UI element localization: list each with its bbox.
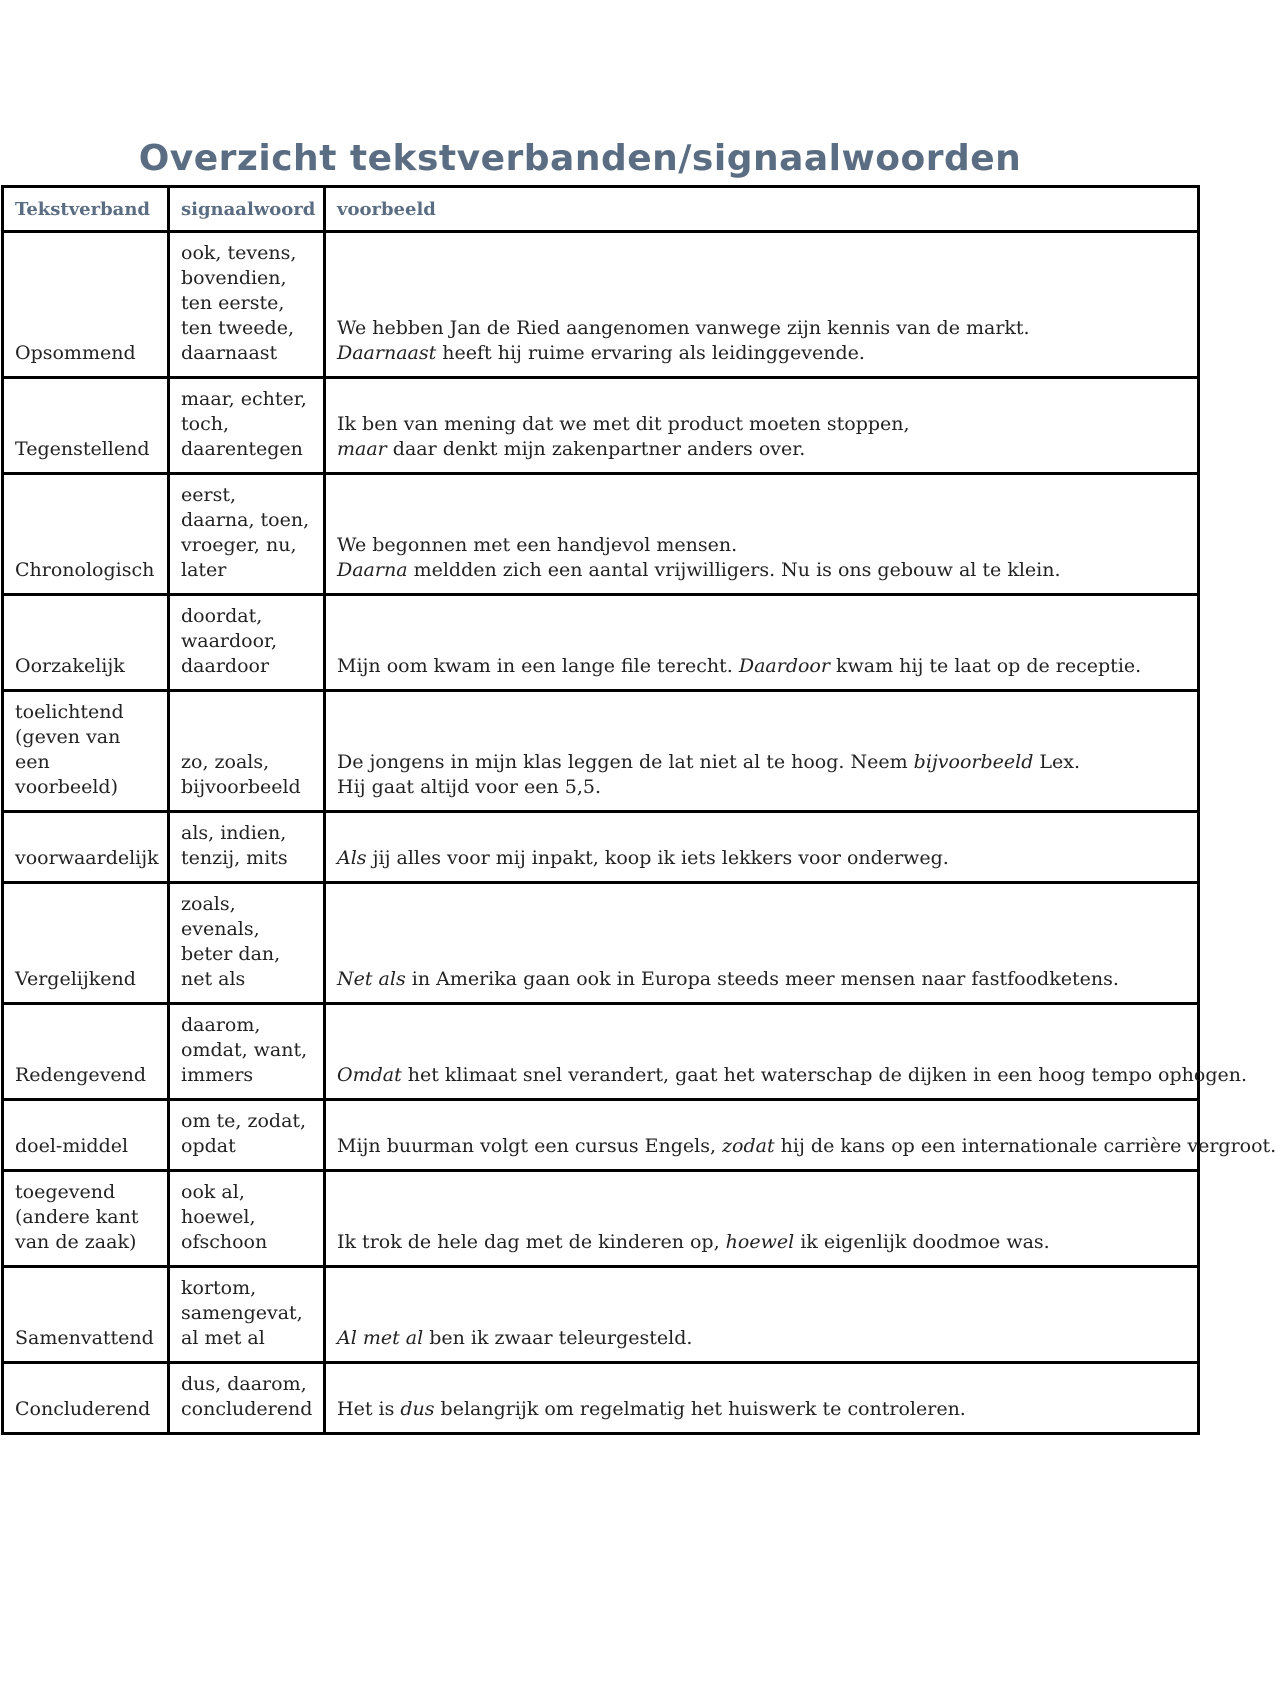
cell-signaalwoord: om te, zodat, opdat: [169, 1100, 325, 1171]
cell-signaalwoord: ook, tevens, bovendien, ten eerste, ten tweede, daarnaast: [169, 232, 325, 378]
cell-signaalwoord: dus, daarom, concluderend: [169, 1363, 325, 1434]
table-row: [3, 1100, 1199, 1171]
cell-voorbeeld: [325, 474, 1199, 595]
signaalwoord-highlight: Omdat: [337, 1064, 402, 1086]
cell-signaalwoord: zoals, evenals, beter dan, net als: [169, 883, 325, 1004]
cell-tekstverband: Chronologisch: [3, 474, 169, 595]
cell-tekstverband: Tegenstellend: [3, 378, 169, 474]
voorbeeld-text: ik eigenlijk doodmoe was.: [794, 1231, 1050, 1253]
voorbeeld-text: Ik ben van mening dat we met dit product moeten stoppen,: [337, 413, 910, 435]
voorbeeld-text: Hij gaat altijd voor een 5,5.: [337, 776, 602, 798]
voorbeeld-line: [337, 775, 1187, 800]
table-row: [3, 1363, 1199, 1434]
signaalwoord-highlight: Daardoor: [738, 655, 830, 677]
signaalwoord-highlight: maar: [337, 438, 387, 460]
table-row: [3, 378, 1199, 474]
voorbeeld-text: Het is: [337, 1398, 401, 1420]
cell-voorbeeld: [325, 1100, 1276, 1171]
cell-voorbeeld: [325, 1267, 1199, 1363]
signaalwoord-highlight: zodat: [722, 1135, 775, 1157]
voorbeeld-text: jij alles voor mij inpakt, koop ik iets lekkers voor onderweg.: [366, 847, 949, 869]
voorbeeld-text: We begonnen met een handjevol mensen.: [337, 534, 738, 556]
cell-tekstverband: toelichtend (geven van een voorbeeld): [3, 691, 169, 812]
table-row: [3, 1171, 1199, 1267]
voorbeeld-text: het klimaat snel verandert, gaat het waterschap de dijken in een hoog tempo ophogen.: [401, 1064, 1248, 1086]
cell-signaalwoord: als, indien, tenzij, mits: [169, 812, 325, 883]
cell-voorbeeld: [325, 1004, 1248, 1100]
cell-signaalwoord: doordat, waardoor, daardoor: [169, 595, 325, 691]
voorbeeld-text: Mijn oom kwam in een lange file terecht.: [337, 655, 739, 677]
voorbeeld-text: hij de kans op een internationale carrière vergroot.: [774, 1135, 1276, 1157]
voorbeeld-text: heeft hij ruime ervaring als leidinggevende.: [436, 342, 865, 364]
voorbeeld-text: in Amerika gaan ook in Europa steeds meer mensen naar fastfoodketens.: [405, 968, 1119, 990]
table-row: [3, 691, 1199, 812]
cell-tekstverband: Concluderend: [3, 1363, 169, 1434]
cell-tekstverband: Redengevend: [3, 1004, 169, 1100]
table-body: [3, 232, 1276, 1434]
cell-signaalwoord: zo, zoals, bijvoorbeeld: [169, 691, 325, 812]
cell-voorbeeld: [325, 378, 1199, 474]
cell-voorbeeld: [325, 1171, 1199, 1267]
voorbeeld-line: [337, 558, 1187, 583]
cell-voorbeeld: [325, 883, 1199, 1004]
voorbeeld-text: We hebben Jan de Ried aangenomen vanwege zijn kennis van de markt.: [337, 317, 1030, 339]
cell-signaalwoord: daarom, omdat, want, immers: [169, 1004, 325, 1100]
table-row: [3, 595, 1199, 691]
cell-voorbeeld: [325, 812, 1199, 883]
voorbeeld-line: [337, 967, 1187, 992]
voorbeeld-line: [337, 1134, 1276, 1159]
cell-voorbeeld: [325, 232, 1199, 378]
signaalwoord-highlight: Daarnaast: [337, 342, 437, 364]
page-title: Overzicht tekstverbanden/signaalwoorden: [138, 138, 1022, 179]
table-row: [3, 474, 1199, 595]
cell-signaalwoord: eerst, daarna, toen, vroeger, nu, later: [169, 474, 325, 595]
table-row: [3, 1267, 1199, 1363]
signaalwoorden-table: [1, 185, 1276, 1435]
voorbeeld-text: kwam hij te laat op de receptie.: [829, 655, 1142, 677]
cell-signaalwoord: ook al, hoewel, ofschoon: [169, 1171, 325, 1267]
voorbeeld-line: [337, 437, 1187, 462]
voorbeeld-line: [337, 1397, 1187, 1422]
voorbeeld-line: [337, 316, 1187, 341]
voorbeeld-text: Mijn buurman volgt een cursus Engels,: [337, 1135, 723, 1157]
signaalwoord-highlight: dus: [400, 1398, 435, 1420]
table-row: [3, 883, 1199, 1004]
cell-signaalwoord: kortom, samengevat, al met al: [169, 1267, 325, 1363]
cell-tekstverband: Oorzakelijk: [3, 595, 169, 691]
voorbeeld-text: ben ik zwaar teleurgesteld.: [423, 1327, 693, 1349]
signaalwoord-highlight: hoewel: [725, 1231, 795, 1253]
table-row: [3, 1004, 1199, 1100]
voorbeeld-line: [337, 412, 1187, 437]
signaalwoord-highlight: Daarna: [337, 559, 408, 581]
cell-voorbeeld: [325, 595, 1199, 691]
voorbeeld-text: daar denkt mijn zakenpartner anders over.: [386, 438, 806, 460]
voorbeeld-text: belangrijk om regelmatig het huiswerk te controleren.: [434, 1398, 966, 1420]
cell-voorbeeld: [325, 691, 1199, 812]
voorbeeld-line: [337, 846, 1187, 871]
header-voorbeeld: voorbeeld: [325, 187, 1199, 232]
voorbeeld-line: [337, 1326, 1187, 1351]
voorbeeld-line: [337, 1230, 1187, 1255]
voorbeeld-line: [337, 341, 1187, 366]
voorbeeld-text: meldden zich een aantal vrijwilligers. Nu is ons gebouw al te klein.: [407, 559, 1061, 581]
header-tekstverband: Tekstverband: [3, 187, 169, 232]
table-header-row: [3, 187, 1199, 232]
cell-tekstverband: doel-middel: [3, 1100, 169, 1171]
table-row: [3, 812, 1199, 883]
cell-tekstverband: Samenvattend: [3, 1267, 169, 1363]
cell-tekstverband: Vergelijkend: [3, 883, 169, 1004]
signaalwoord-highlight: Net als: [337, 968, 406, 990]
cell-tekstverband: voorwaardelijk: [3, 812, 169, 883]
voorbeeld-line: [337, 1063, 1248, 1088]
signaalwoord-highlight: Al met al: [337, 1327, 424, 1349]
signaalwoord-highlight: bijvoorbeeld: [913, 751, 1034, 773]
voorbeeld-line: [337, 533, 1187, 558]
cell-voorbeeld: [325, 1363, 1199, 1434]
signaalwoord-highlight: Als: [337, 847, 367, 869]
table-row: [3, 232, 1199, 378]
voorbeeld-text: Ik trok de hele dag met de kinderen op,: [337, 1231, 726, 1253]
voorbeeld-line: [337, 654, 1187, 679]
voorbeeld-text: De jongens in mijn klas leggen de lat niet al te hoog. Neem: [337, 751, 914, 773]
voorbeeld-text: Lex.: [1033, 751, 1081, 773]
cell-signaalwoord: maar, echter, toch, daarentegen: [169, 378, 325, 474]
cell-tekstverband: toegevend (andere kant van de zaak): [3, 1171, 169, 1267]
header-signaalwoord: signaalwoord: [169, 187, 325, 232]
voorbeeld-line: [337, 750, 1187, 775]
cell-tekstverband: Opsommend: [3, 232, 169, 378]
